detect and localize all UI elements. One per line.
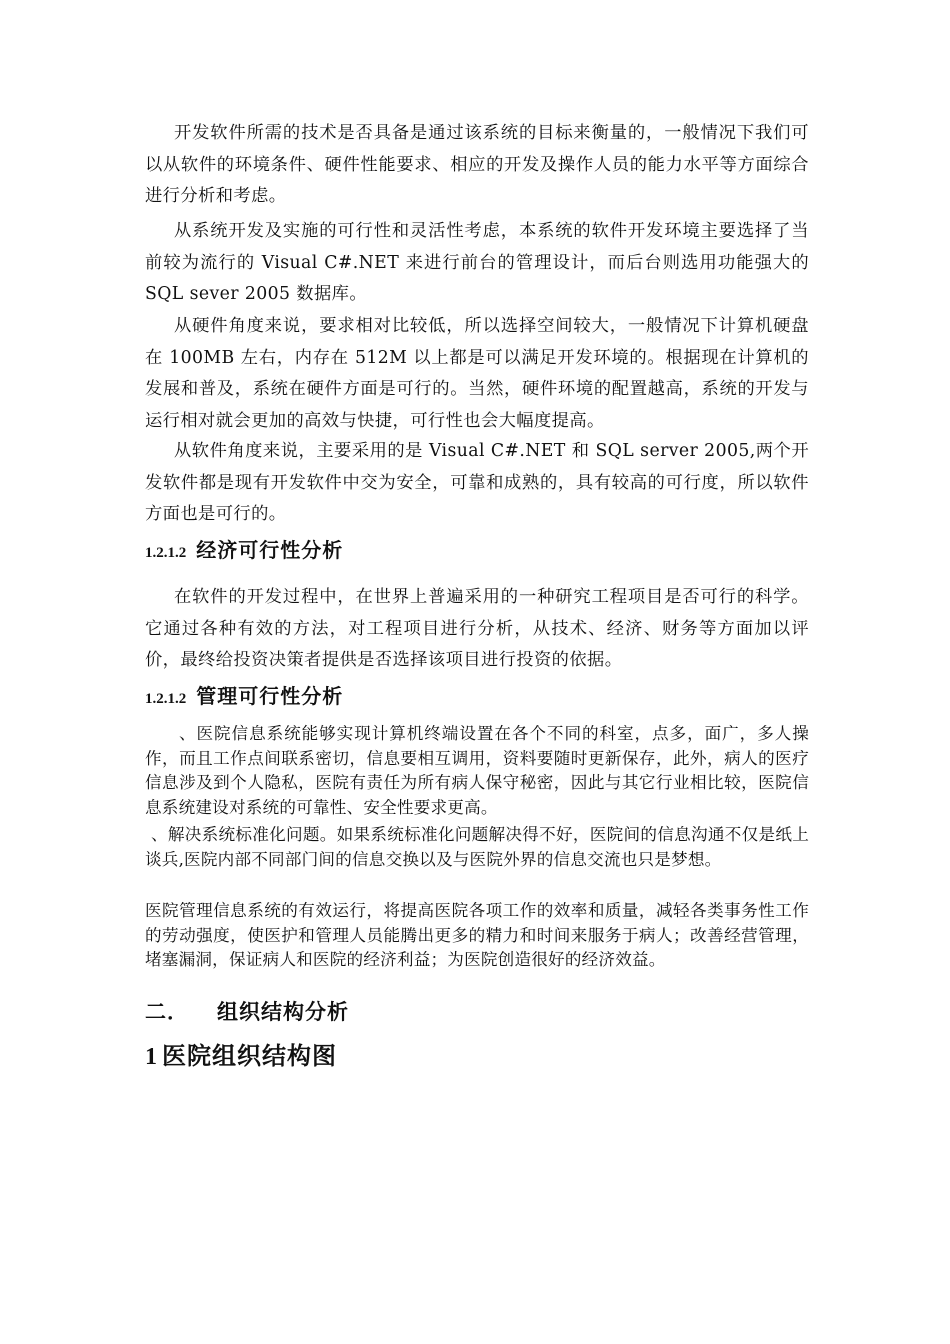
heading-economic-feasibility xyxy=(145,534,343,563)
heading-title: 经济可行性分析 xyxy=(196,538,344,562)
paragraph-technical-requirements: 开发软件所需的技术是否具备是通过该系统的目标来衡量的，一般情况下我们可以从软件的环境条件、硬件性能要求、相应的开发及操作人员的能力水平等方面综合进行分析和考虑。 xyxy=(145,123,809,206)
heading-number: 1.2.1.2 xyxy=(145,691,187,707)
heading-org-structure-analysis xyxy=(145,996,349,1026)
heading-number: 1.2.1.2 xyxy=(145,545,187,561)
paragraph-software-environment: 从系统开发及实施的可行性和灵活性考虑，本系统的软件开发环境主要选择了当前较为流行的 Visual C#.NET 来进行前台的管理设计，而后台则选用功能强大的 SQL sever 2005 数据库。 xyxy=(145,221,809,304)
paragraph-system-benefits: 医院管理信息系统的有效运行，将提高医院各项工作的效率和质量，减轻各类事务性工作的劳动强度，使医护和管理人员能腾出更多的精力和时间来服务于病人；改善经营管理，堵塞漏洞，保证病人和医院的经济利益；为医院创造很好的经济效益。 xyxy=(145,901,809,969)
heading-hospital-org-chart xyxy=(145,1036,337,1071)
paragraph-economic-feasibility: 在软件的开发过程中，在世界上普遍采用的一种研究工程项目是否可行的科学。它通过各种有效的方法，对工程项目进行分析，从技术、经济、财务等方面加以评价，最终给投资决策者提供是否选择该项目进行投资的依据。 xyxy=(145,587,809,670)
paragraph-hardware-feasibility: 从硬件角度来说，要求相对比较低，所以选择空间较大，一般情况下计算机硬盘在 100MB 左右，内存在 512M 以上都是可以满足开发环境的。根据现在计算机的发展和普及，系统在硬件方面是可行的。当然，硬件环境的配置越高，系统的开发与运行相对就会更加的高效与快捷，可行性也会大幅度提高。 xyxy=(145,316,809,431)
paragraph-standardization: 、解决系统标准化问题。如果系统标准化问题解决得不好，医院间的信息沟通不仅是纸上谈兵,医院内部不同部门间的信息交换以及与医院外界的信息交流也只是梦想。 xyxy=(145,825,809,869)
heading-title: 医院组织结构图 xyxy=(162,1041,337,1070)
paragraph-software-feasibility: 从软件角度来说，主要采用的是 Visual C#.NET 和 SQL server 2005,两个开发软件都是现有开发软件中交为安全，可靠和成熟的，具有较高的可行度，所以软件方面也是可行的。 xyxy=(145,441,809,524)
section-title: 组织结构分析 xyxy=(217,999,349,1024)
section-index: 二． xyxy=(145,999,189,1024)
paragraph-hospital-info-system: 、医院信息系统能够实现计算机终端设置在各个不同的科室，点多，面广，多人操作，而且工作点间联系密切，信息要相互调用，资料要随时更新保存，此外，病人的医疗信息涉及到个人隐私，医院有责任为所有病人保守秘密，因此与其它行业相比较，医院信息系统建设对系统的可靠性、安全性要求更高。 xyxy=(145,724,809,817)
heading-management-feasibility xyxy=(145,680,343,709)
heading-number: 1 xyxy=(145,1044,158,1070)
heading-title: 管理可行性分析 xyxy=(196,684,344,708)
